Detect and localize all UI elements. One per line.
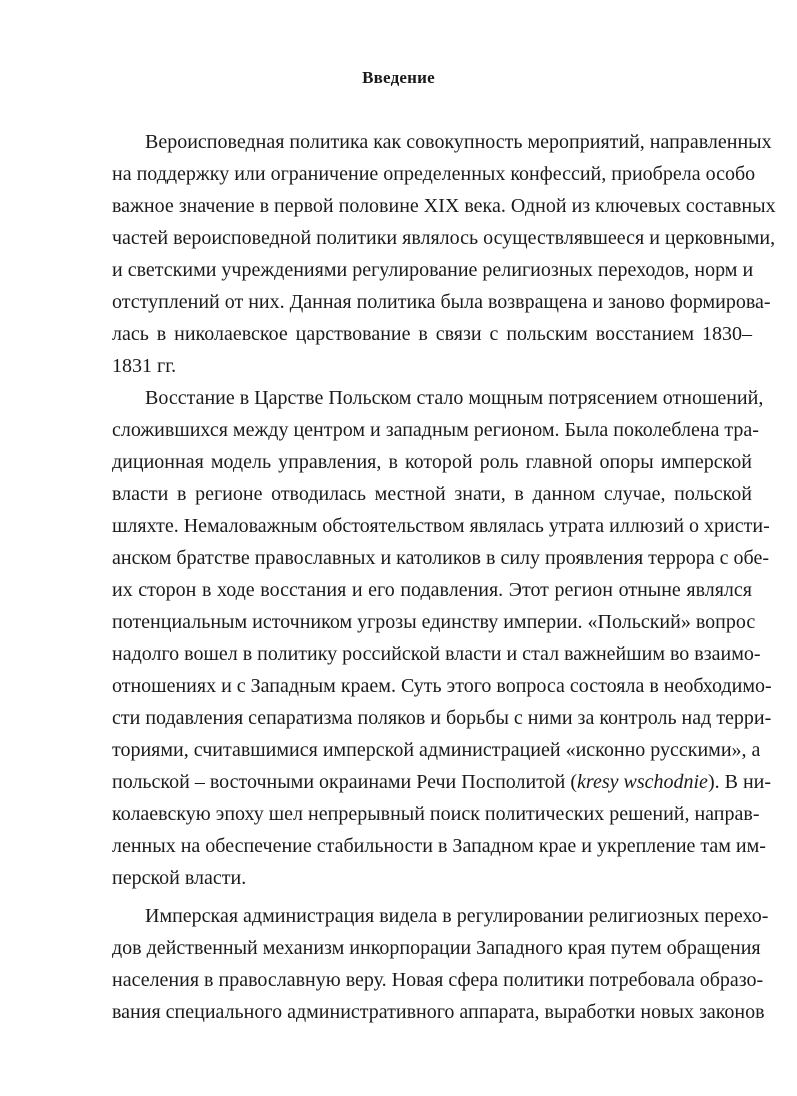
paragraph-1-line-6: отступлений от них. Данная политика была возвращена и заново формирова-	[112, 291, 771, 313]
paragraph-2-line-3: диционная модель управления, в которой роль главной опоры имперской	[112, 451, 752, 473]
italic-term: kresy wschodnie	[577, 771, 708, 793]
paragraph-2-line-10: отношениях и с Западным краем. Суть этого вопроса состояла в необходимо-	[112, 675, 772, 697]
paragraph-2-line-6: анском братстве православных и католиков в силу проявления террора с обе-	[112, 547, 769, 569]
paragraph-1-line-5: и светскими учреждениями регулирование религиозных переходов, норм и	[112, 259, 754, 281]
line-13-text-after: ). В ни-	[707, 771, 772, 793]
paragraph-2-line-7: их сторон в ходе восстания и его подавления. Этот регион отныне являлся	[112, 579, 752, 601]
paragraph-2-line-5: шляхте. Немаловажным обстоятельством являлась утрата иллюзий о христи-	[112, 515, 770, 537]
paragraph-2-line-2: сложившихся между центром и западным регионом. Была поколеблена тра-	[112, 419, 759, 441]
paragraph-1-line-1: Вероисповедная политика как совокупность мероприятий, направленных	[145, 131, 772, 153]
paragraph-2-line-12: ториями, считавшимися имперской администрацией «исконно русскими», а	[112, 739, 761, 761]
paragraph-1-line-8: 1831 гг.	[112, 355, 177, 377]
paragraph-2-line-1: Восстание в Царстве Польском стало мощным потрясением отношений,	[145, 387, 764, 409]
paragraph-2-line-14: колаевскую эпоху шел непрерывный поиск политических решений, направ-	[112, 803, 760, 825]
paragraph-3-line-1: Имперская администрация видела в регулировании религиозных перехо-	[145, 905, 769, 927]
line-13-text-before: польской – восточными окраинами Речи Посполитой (	[112, 771, 578, 793]
paragraph-3-line-4: вания специального административного аппарата, выработки новых законов	[112, 1001, 765, 1023]
paragraph-2-line-13	[112, 768, 772, 796]
paragraph-1-line-4: частей вероисповедной политики являлось осуществлявшееся и церковными,	[112, 227, 776, 249]
paragraph-2-line-11: сти подавления сепаратизма поляков и борьбы с ними за контроль над терри-	[112, 707, 772, 729]
page-title: Введение	[362, 68, 435, 87]
paragraph-3-line-3: населения в православную веру. Новая сфера политики потребовала образо-	[112, 969, 764, 991]
paragraph-2-line-15: ленных на обеспечение стабильности в Западном крае и укрепление там им-	[112, 835, 766, 857]
paragraph-2-line-9: надолго вошел в политику российской власти и стал важнейшим во взаимо-	[112, 643, 761, 665]
paragraph-1-line-2: на поддержку или ограничение определенных конфессий, приобрела особо	[112, 163, 756, 185]
paragraph-1-line-3: важное значение в первой половине XIX века. Одной из ключевых составных	[112, 195, 776, 217]
paragraph-2-line-16: перской власти.	[112, 867, 247, 889]
paragraph-3-line-2: дов действенный механизм инкорпорации Западного края путем обращения	[112, 937, 761, 959]
paragraph-2-line-8: потенциальным источником угрозы единству империи. «Польский» вопрос	[112, 611, 756, 633]
paragraph-1-line-7: лась в николаевское царствование в связи с польским восстанием 1830–	[112, 323, 752, 345]
paragraph-2-line-4: власти в регионе отводилась местной знати, в данном случае, польской	[112, 483, 752, 505]
